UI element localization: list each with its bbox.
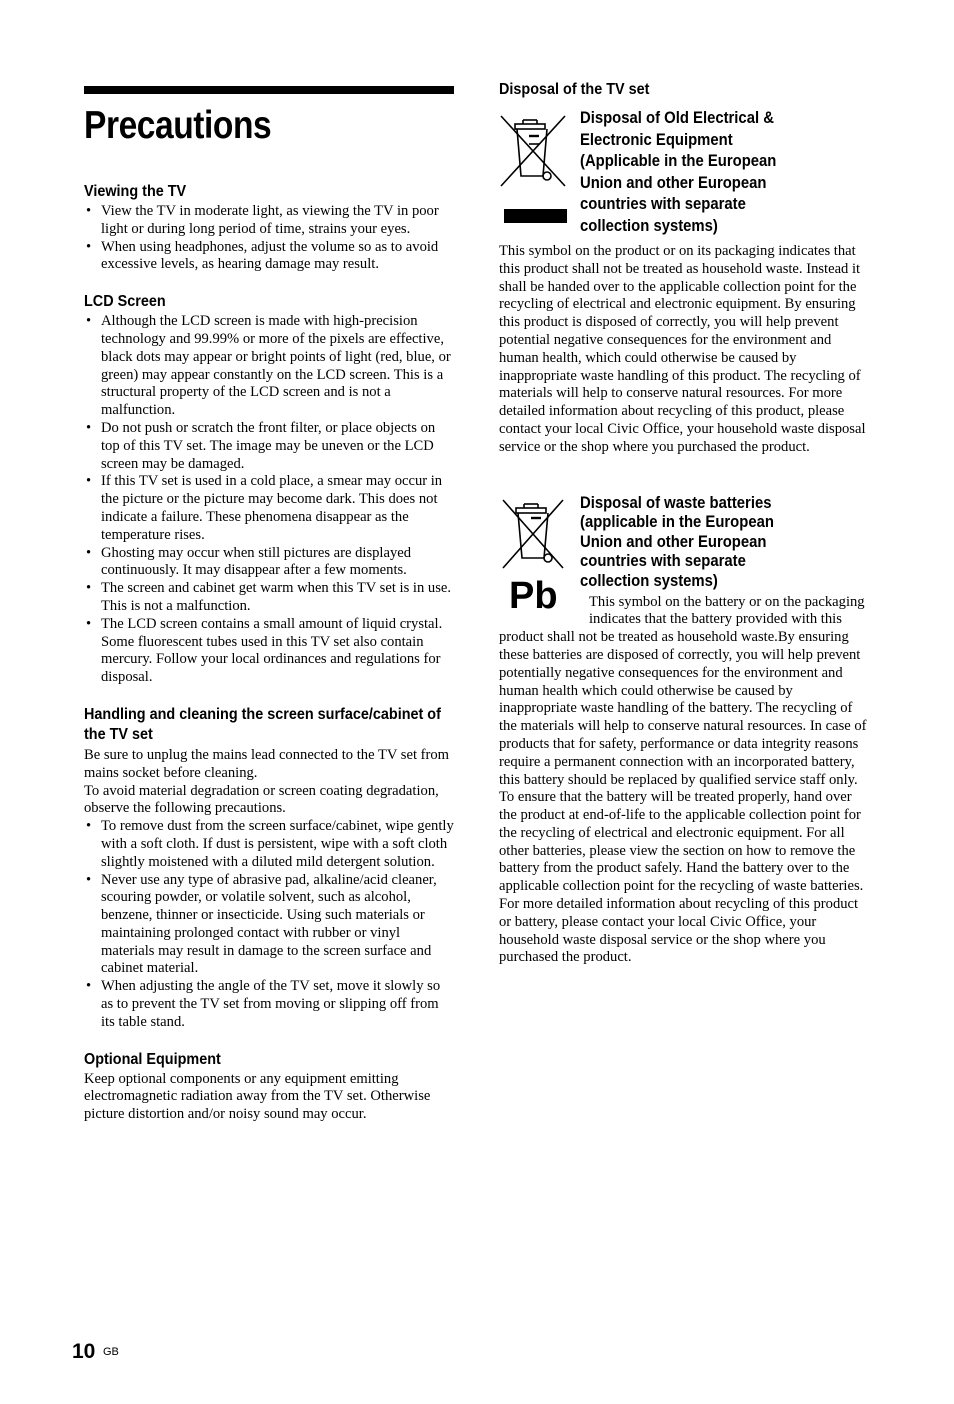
left-column [84,86,454,1124]
page-number-suffix: GB [103,1346,119,1358]
batteries-heading: Disposal of waste batteries (applicable in the European Union and other European countries with separate collection systems) [580,493,774,590]
viewing-list [84,203,454,274]
optional-text: Keep optional components or any equipment emitting electromagnetic radiation away from the TV set. Otherwise picture distortion and/or noisy sound may occur. [84,1070,431,1123]
list-item: • When using headphones, adjust the volume so as to avoid excessive levels, as hearing damage may result. [84,239,454,275]
list-item: • Although the LCD screen is made with high-precision technology and 99.99% or more of the pixels are effective, black dots may appear or bright points of light (red, blue, or green) may appear constantly on the LCD screen. This is a structural property of the LCD screen and is not a malfunction. [84,313,454,420]
list-item: • Never use any type of abrasive pad, alkaline/acid cleaner, scouring powder, or volatile solvent, such as alcohol, benzene, thinner or insecticide. Using such materials or maintaining prolonged contact with rubber or vinyl materials may result in damage to the screen surface and cabinet material. [84,872,454,979]
cleaning-heading: Handling and cleaning the screen surface/cabinet of the TV set [84,705,441,743]
weee-text: This symbol on the product or on its packaging indicates that this product shall not be treated as household waste. Instead it shall be handed over to the applicable collection point for the recycling of electrical and electronic equipment. By ensuring this product is disposed of correctly, you will help prevent potential negative consequences for the environment and human health, which could otherwise be caused by inappropriate waste handling of this product. The recycling of materials will help to conserve natural resources. For more detailed information about recycling of this product, please contact your local Civic Office, your household waste disposal service or the shop where you purchased the product. [499,243,866,455]
pb-label: Pb [509,574,558,614]
list-item: • View the TV in moderate light, as viewing the TV in poor light or during long period of time, strains your eyes. [84,203,454,239]
list-item: • To remove dust from the screen surface/cabinet, wipe gently with a soft cloth. If dust is persistent, wipe with a soft cloth slightly moistened with a diluted mild detergent solution. [84,818,454,871]
page-number: 10 [72,1340,96,1363]
list-item: • When adjusting the angle of the TV set, move it slowly so as to prevent the TV set from moving or slipping off from its table stand. [84,978,454,1031]
page-title: Precautions [84,104,272,147]
lcd-heading: LCD Screen [84,293,166,311]
lcd-list [84,313,454,687]
cleaning-intro-1: Be sure to unplug the mains lead connected to the TV set from mains socket before cleaning. [84,746,450,781]
list-item: • The LCD screen contains a small amount of liquid crystal. Some fluorescent tubes used in this TV set also contain mercury. Follow your local ordinances and regulations for disposal. [84,616,454,687]
list-item: • If this TV set is used in a cold place, a smear may occur in the picture or the picture may become dark. This does not indicate a failure. These phenomena disappear as the temperature rises. [84,473,454,544]
disposal-heading: Disposal of the TV set [499,81,650,98]
batteries-section [499,494,869,968]
batteries-text: This symbol on the battery or on the packaging indicates that the battery provided with this product shall not be treated as household waste.By ensuring these batteries are disposed of correctly, you will help prevent potentially negative consequences for the environment and human health which could otherwise be caused by inappropriate waste handling of the battery. The recycling of the materials will help to conserve natural resources. In case of products that for safety, performance or data integrity reasons require a permanent connection with an incorporated battery, this battery should be replaced by qualified service staff only. To ensure that the battery will be treated properly, hand over the product at end-of-life to the applicable collection point for the recycling of electrical and electronic equipment. For all other batteries, please view the section on how to remove the battery from the product safely. Hand the battery over to the applicable collection point for the recycling of waste batteries. For more detailed information about recycling of this product or battery, please contact your local Civic Office, your household waste disposal service or the shop where you purchased the product. [499,593,867,966]
weee-section [499,108,869,457]
list-item: • Do not push or scratch the front filter, or place objects on top of this TV set. The image may be uneven or the LCD screen may be damaged. [84,420,454,473]
cleaning-list [84,818,454,1032]
cleaning-intro-2: To avoid material degradation or screen coating degradation, observe the following precautions. [84,782,439,817]
viewing-heading: Viewing the TV [84,183,187,200]
optional-heading: Optional Equipment [84,1050,221,1068]
weee-heading: Disposal of Old Electrical & Electronic Equipment (Applicable in the European Union and other European countries with separate collection systems) [580,109,777,235]
right-column [499,80,869,967]
title-rule [84,86,454,94]
list-item: • The screen and cabinet get warm when this TV set is in use. This is not a malfunction. [84,580,454,616]
list-item: • Ghosting may occur when still pictures are displayed continuously. It may disappear after a few moments. [84,545,454,581]
